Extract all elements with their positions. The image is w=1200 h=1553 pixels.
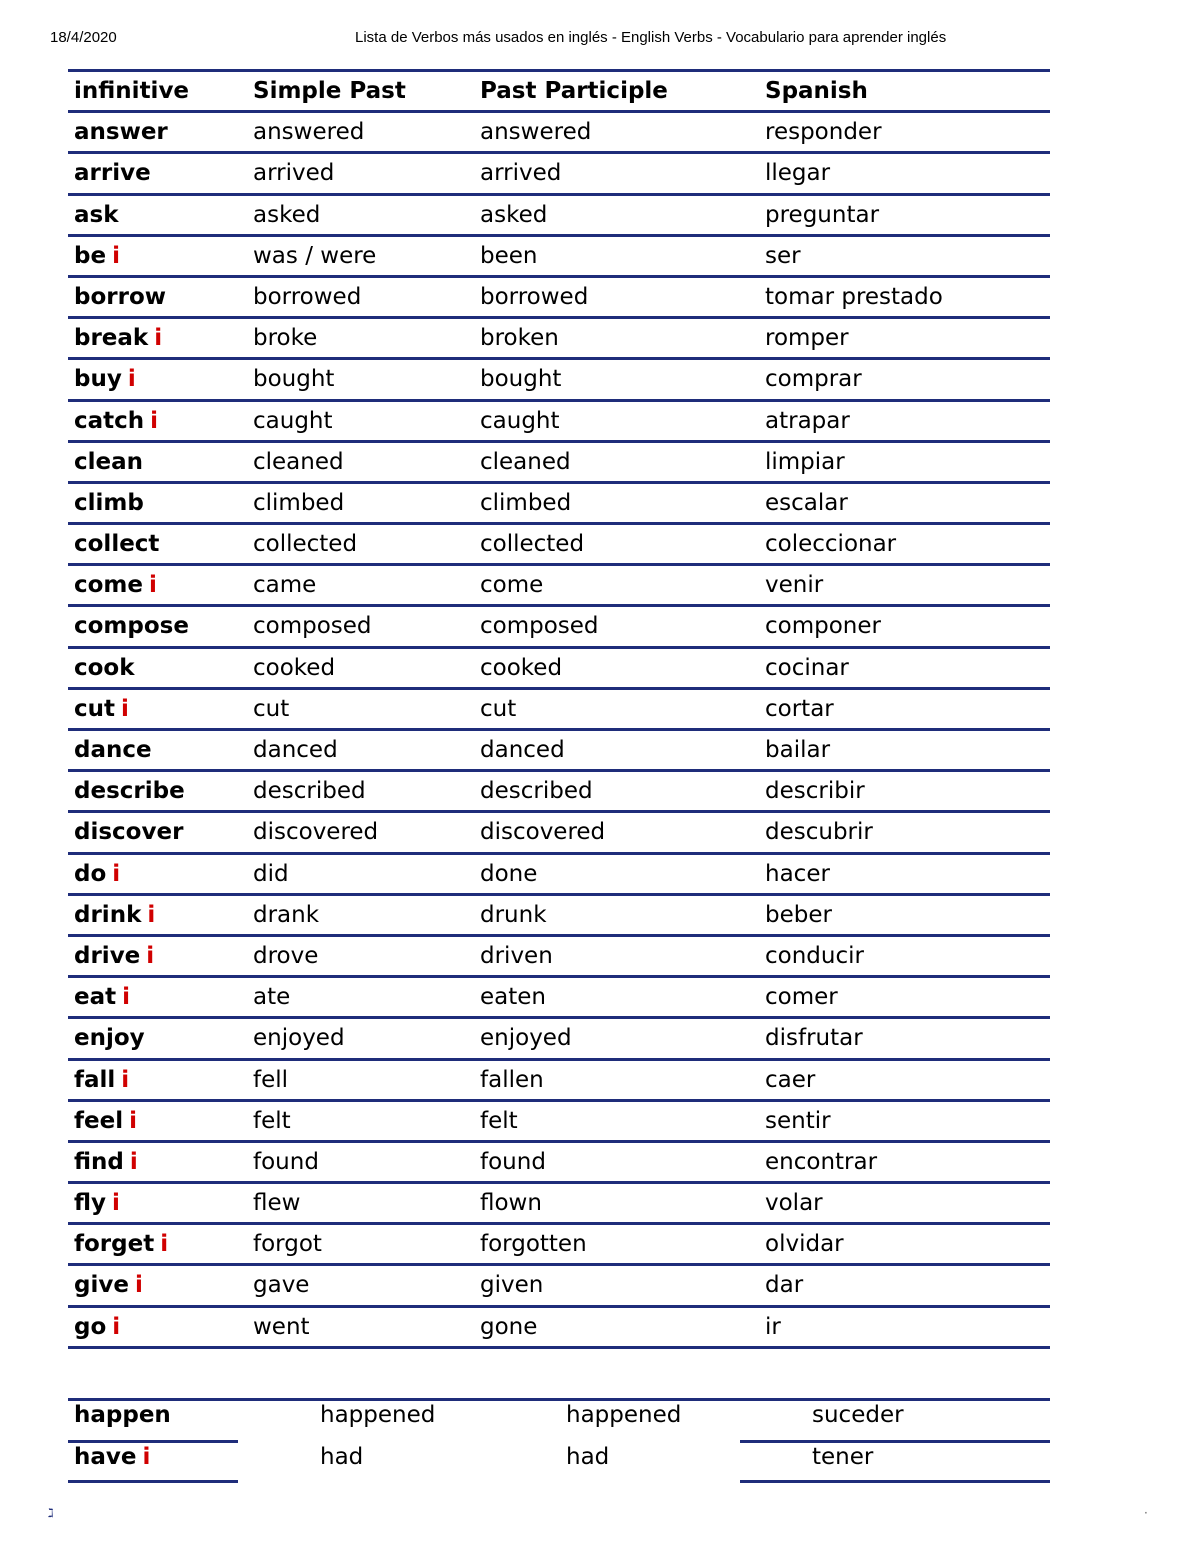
past-participle-cell: flown	[480, 1190, 542, 1217]
table-row	[68, 1225, 1050, 1266]
footer-mark-right: ·	[1144, 1506, 1148, 1520]
spanish-cell: caer	[765, 1066, 816, 1093]
infinitive-cell	[74, 1402, 171, 1428]
simple-past-cell: borrowed	[253, 283, 362, 310]
infinitive-cell	[74, 1314, 120, 1340]
spanish-cell: suceder	[812, 1402, 904, 1428]
irregular-marker: i	[134, 1272, 143, 1299]
past-participle-cell: broken	[480, 325, 559, 352]
simple-past-cell: discovered	[253, 819, 379, 846]
infinitive-cell	[74, 325, 162, 351]
table-row	[68, 1184, 1050, 1225]
infinitive-text: clean	[74, 448, 144, 475]
simple-past-cell: felt	[253, 1107, 291, 1134]
past-participle-cell: answered	[480, 119, 592, 146]
past-participle-cell: felt	[480, 1107, 518, 1134]
infinitive-text: answer	[74, 119, 168, 146]
table-row	[68, 113, 1050, 154]
column-header-spanish: Spanish	[765, 78, 868, 104]
irregular-marker: i	[129, 1107, 137, 1134]
table-row	[68, 896, 1050, 937]
simple-past-cell: caught	[253, 407, 333, 434]
past-participle-cell: caught	[480, 407, 560, 434]
infinitive-text: buy	[74, 366, 122, 393]
infinitive-text: fly	[74, 1190, 107, 1217]
infinitive-text: have	[74, 1444, 137, 1470]
simple-past-cell: had	[320, 1444, 364, 1470]
infinitive-cell	[74, 613, 189, 639]
infinitive-cell	[74, 1108, 137, 1134]
infinitive-cell	[74, 366, 136, 392]
spanish-cell: sentir	[765, 1107, 831, 1134]
column-header-past-participle: Past Participle	[480, 78, 668, 104]
infinitive-cell	[74, 861, 120, 887]
row-divider	[740, 1480, 1050, 1483]
past-participle-cell: climbed	[480, 489, 572, 516]
simple-past-cell: danced	[253, 737, 338, 763]
infinitive-cell	[74, 1444, 150, 1470]
table-body	[68, 113, 1050, 1349]
spanish-cell: olvidar	[765, 1231, 844, 1258]
irregular-marker: i	[121, 1066, 130, 1093]
simple-past-cell: composed	[253, 613, 372, 640]
past-participle-cell: done	[480, 860, 538, 887]
page-date: 18/4/2020	[50, 29, 117, 46]
infinitive-text: drive	[74, 942, 141, 969]
infinitive-text: discover	[74, 819, 184, 846]
past-participle-cell: fallen	[480, 1066, 544, 1093]
table-row	[68, 1019, 1050, 1060]
irregular-marker: i	[129, 1148, 138, 1175]
infinitive-text: be	[74, 242, 107, 269]
infinitive-text: climb	[74, 489, 144, 516]
infinitive-text: break	[74, 325, 149, 352]
table-row	[68, 813, 1050, 854]
past-participle-cell: happened	[566, 1402, 682, 1428]
infinitive-text: describe	[74, 778, 185, 805]
past-participle-cell: composed	[480, 613, 599, 640]
simple-past-cell: enjoyed	[253, 1025, 345, 1052]
table-row	[68, 319, 1050, 360]
table-row	[68, 855, 1050, 896]
table-header-row	[68, 72, 1050, 113]
simple-past-cell: asked	[253, 201, 321, 228]
infinitive-text: borrow	[74, 283, 166, 310]
past-participle-cell: described	[480, 778, 593, 805]
irregular-marker: i	[112, 1313, 121, 1340]
infinitive-text: drink	[74, 901, 142, 928]
table-row	[68, 402, 1050, 443]
infinitive-cell	[74, 819, 183, 845]
simple-past-cell: drank	[253, 901, 320, 928]
table-row	[68, 154, 1050, 195]
infinitive-text: forget	[74, 1231, 155, 1258]
past-participle-cell: bought	[480, 366, 562, 393]
spanish-cell: volar	[765, 1190, 823, 1217]
irregular-marker: i	[147, 901, 156, 928]
table-row	[68, 1102, 1050, 1143]
infinitive-cell	[74, 449, 143, 475]
table-row	[68, 772, 1050, 813]
infinitive-text: do	[74, 860, 107, 887]
table-row	[68, 196, 1050, 237]
past-participle-cell: found	[480, 1148, 546, 1175]
infinitive-cell	[74, 490, 144, 516]
irregular-marker: i	[112, 242, 120, 269]
past-participle-cell: danced	[480, 737, 565, 763]
simple-past-cell: cut	[253, 695, 290, 722]
simple-past-cell: went	[253, 1313, 310, 1340]
infinitive-text: catch	[74, 407, 145, 434]
spanish-cell: ir	[765, 1313, 781, 1340]
past-participle-cell: driven	[480, 942, 553, 969]
spanish-cell: comprar	[765, 366, 862, 393]
table-row	[68, 1308, 1050, 1349]
infinitive-cell	[74, 408, 158, 434]
infinitive-text: happen	[74, 1402, 171, 1428]
simple-past-cell: bought	[253, 366, 335, 393]
infinitive-cell	[74, 572, 157, 598]
past-participle-cell: given	[480, 1272, 544, 1299]
irregular-marker: i	[142, 1444, 151, 1470]
spanish-cell: conducir	[765, 942, 864, 969]
verb-table	[68, 69, 1050, 1349]
table-row	[68, 937, 1050, 978]
footer-mark-left: ℷ	[48, 1506, 54, 1520]
infinitive-cell	[74, 119, 168, 145]
infinitive-text: feel	[74, 1107, 124, 1134]
infinitive-text: cook	[74, 654, 135, 681]
spanish-cell: hacer	[765, 860, 830, 887]
spanish-cell: beber	[765, 901, 832, 928]
page-title: Lista de Verbos más usados en inglés - English Verbs - Vocabulario para aprender inglés	[355, 29, 947, 46]
row-divider	[68, 1440, 238, 1443]
infinitive-cell	[74, 984, 130, 1010]
simple-past-cell: forgot	[253, 1231, 322, 1258]
irregular-marker: i	[150, 407, 159, 434]
simple-past-cell: drove	[253, 942, 319, 969]
table-row	[68, 525, 1050, 566]
past-participle-cell: cooked	[480, 654, 563, 681]
infinitive-text: ask	[74, 201, 119, 228]
spanish-cell: venir	[765, 572, 824, 599]
infinitive-text: eat	[74, 984, 117, 1011]
infinitive-cell	[74, 902, 155, 928]
past-participle-cell: collected	[480, 531, 585, 558]
table-row	[68, 649, 1050, 690]
table-row	[68, 1143, 1050, 1184]
infinitive-cell	[74, 737, 152, 763]
spanish-cell: encontrar	[765, 1148, 878, 1175]
simple-past-cell: collected	[253, 531, 358, 558]
spanish-cell: ser	[765, 242, 801, 269]
infinitive-cell	[74, 1149, 138, 1175]
infinitive-cell	[74, 531, 159, 557]
column-header-simple-past: Simple Past	[253, 78, 406, 104]
infinitive-cell	[74, 1231, 168, 1257]
table-row	[68, 443, 1050, 484]
infinitive-cell	[74, 943, 154, 969]
simple-past-cell: did	[253, 860, 289, 887]
spanish-cell: comer	[765, 984, 838, 1011]
spanish-cell: limpiar	[765, 448, 845, 475]
irregular-marker: i	[154, 325, 163, 352]
infinitive-cell	[74, 1190, 120, 1216]
simple-past-cell: described	[253, 778, 366, 805]
infinitive-text: come	[74, 572, 143, 599]
spanish-cell: descubrir	[765, 819, 873, 846]
infinitive-cell	[74, 1067, 129, 1093]
irregular-marker: i	[160, 1231, 169, 1258]
simple-past-cell: broke	[253, 325, 318, 352]
infinitive-text: compose	[74, 613, 189, 640]
simple-past-cell: found	[253, 1148, 319, 1175]
past-participle-cell: eaten	[480, 984, 546, 1011]
column-header-infinitive: infinitive	[74, 78, 190, 104]
infinitive-text: cut	[74, 695, 116, 722]
irregular-marker: i	[149, 572, 157, 599]
table-row	[68, 978, 1050, 1019]
infinitive-cell	[74, 696, 129, 722]
past-participle-cell: drunk	[480, 901, 547, 928]
spanish-cell: componer	[765, 613, 881, 640]
simple-past-cell: cooked	[253, 654, 336, 681]
infinitive-cell	[74, 160, 151, 186]
spanish-cell: bailar	[765, 737, 831, 763]
simple-past-cell: flew	[253, 1190, 301, 1217]
infinitive-cell	[74, 202, 119, 228]
simple-past-cell: ate	[253, 984, 291, 1011]
irregular-marker: i	[127, 366, 136, 393]
past-participle-cell: cleaned	[480, 448, 571, 475]
past-participle-cell: come	[480, 572, 544, 599]
table-row	[68, 731, 1050, 772]
past-participle-cell: arrived	[480, 160, 562, 187]
simple-past-cell: arrived	[253, 160, 335, 187]
simple-past-cell: climbed	[253, 489, 345, 516]
irregular-marker: i	[112, 1190, 120, 1217]
irregular-marker: i	[146, 942, 155, 969]
table-row	[68, 690, 1050, 731]
past-participle-cell: borrowed	[480, 283, 589, 310]
spanish-cell: romper	[765, 325, 849, 352]
table-row	[68, 484, 1050, 525]
table-row	[68, 360, 1050, 401]
irregular-marker: i	[122, 984, 131, 1011]
infinitive-text: arrive	[74, 160, 151, 187]
past-participle-cell: forgotten	[480, 1231, 587, 1258]
infinitive-cell	[74, 778, 185, 804]
spanish-cell: tomar prestado	[765, 283, 943, 310]
spanish-cell: cortar	[765, 695, 834, 722]
past-participle-cell: asked	[480, 201, 548, 228]
table-row	[68, 566, 1050, 607]
simple-past-cell: came	[253, 572, 317, 599]
past-participle-cell: enjoyed	[480, 1025, 572, 1052]
spanish-cell: dar	[765, 1272, 804, 1299]
spanish-cell: responder	[765, 119, 882, 146]
spanish-cell: tener	[812, 1444, 874, 1470]
irregular-marker: i	[121, 695, 129, 722]
table-row	[68, 278, 1050, 319]
infinitive-text: give	[74, 1272, 129, 1299]
spanish-cell: atrapar	[765, 407, 850, 434]
infinitive-text: enjoy	[74, 1025, 145, 1052]
table-row	[68, 1266, 1050, 1307]
past-participle-cell: gone	[480, 1313, 538, 1340]
infinitive-cell	[74, 1025, 145, 1051]
past-participle-cell: discovered	[480, 819, 606, 846]
row-divider	[68, 1480, 238, 1483]
spanish-cell: describir	[765, 778, 865, 805]
simple-past-cell: fell	[253, 1066, 289, 1093]
infinitive-cell	[74, 655, 135, 681]
irregular-marker: i	[112, 860, 121, 887]
infinitive-text: go	[74, 1313, 107, 1340]
row-divider	[68, 1398, 1050, 1401]
infinitive-text: collect	[74, 531, 160, 558]
spanish-cell: preguntar	[765, 201, 880, 228]
continued-verb-rows	[68, 1398, 1050, 1488]
simple-past-cell: happened	[320, 1402, 436, 1428]
table-row	[68, 1061, 1050, 1102]
infinitive-text: fall	[74, 1066, 116, 1093]
spanish-cell: llegar	[765, 160, 831, 187]
spanish-cell: escalar	[765, 489, 848, 516]
past-participle-cell: had	[566, 1444, 610, 1470]
past-participle-cell: cut	[480, 695, 517, 722]
infinitive-cell	[74, 284, 166, 310]
spanish-cell: coleccionar	[765, 531, 897, 558]
spanish-cell: disfrutar	[765, 1025, 863, 1052]
past-participle-cell: been	[480, 242, 538, 269]
simple-past-cell: gave	[253, 1272, 310, 1299]
simple-past-cell: was / were	[253, 242, 377, 269]
simple-past-cell: answered	[253, 119, 365, 146]
infinitive-cell	[74, 243, 120, 269]
table-row	[68, 607, 1050, 648]
infinitive-cell	[74, 1272, 143, 1298]
spanish-cell: cocinar	[765, 654, 849, 681]
infinitive-text: dance	[74, 737, 152, 763]
row-divider	[740, 1440, 1050, 1443]
table-row	[68, 237, 1050, 278]
infinitive-text: find	[74, 1148, 124, 1175]
simple-past-cell: cleaned	[253, 448, 344, 475]
